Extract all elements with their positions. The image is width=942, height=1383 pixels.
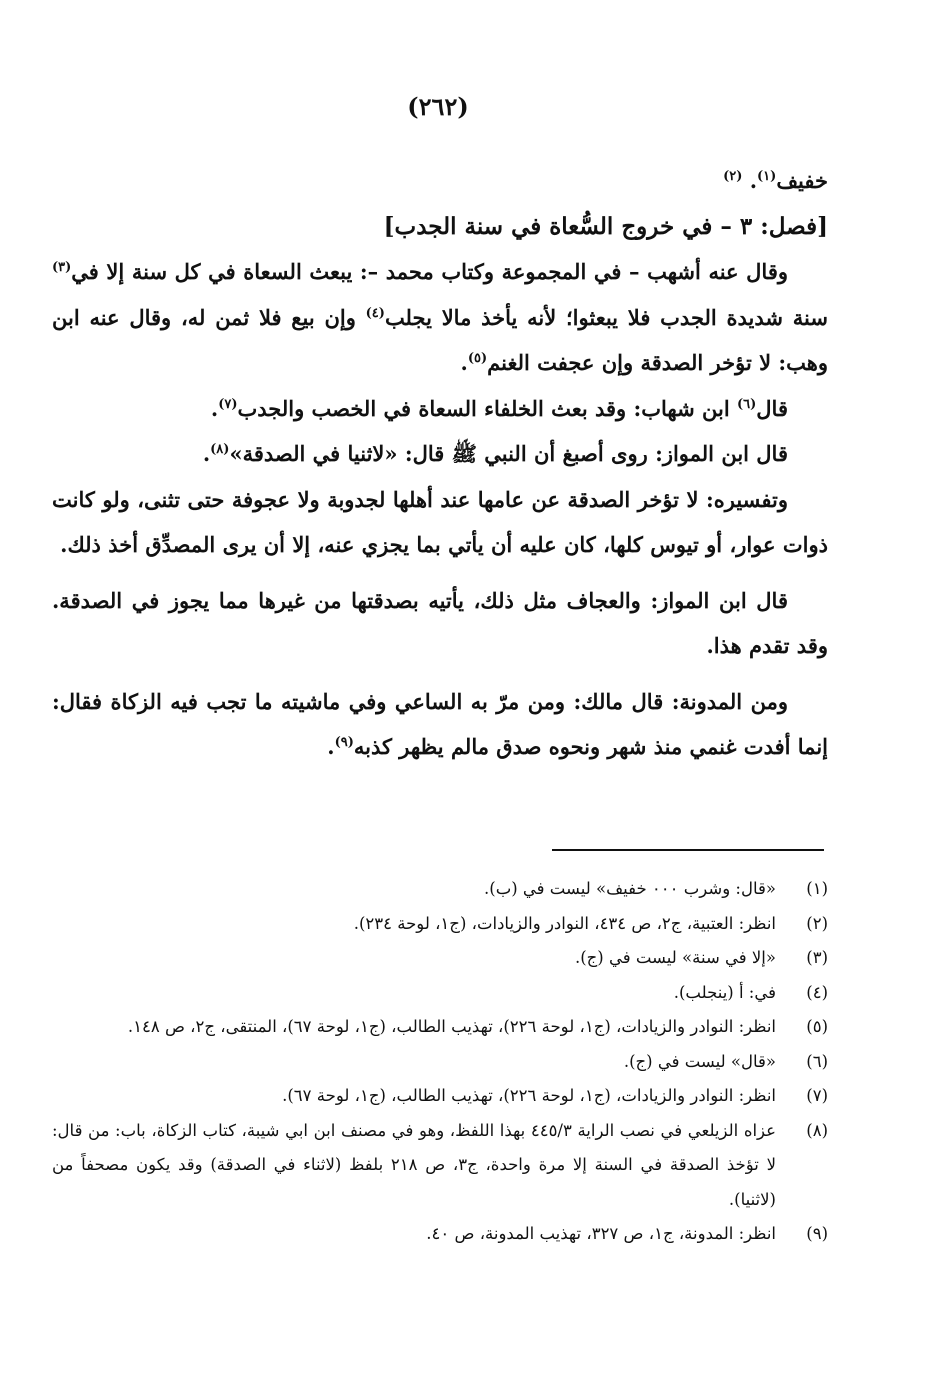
footnote-ref-5[interactable]: (٥) (467, 351, 488, 366)
footnote-text: انظر: العتبية، ج٢، ص ٤٣٤، النوادر والزيادات، (ج١، لوحة ٢٣٤). (353, 913, 776, 933)
footnote-number: (٦) (806, 1051, 828, 1071)
footnote-ref-8[interactable]: (٨) (210, 442, 230, 457)
paragraph-6: ومن المدونة: قال مالك: ومن مرّ به الساعي وفي ماشيته ما تجب فيه الزكاة فقال: إنما أفدت غنمي منذ شهر ونحوه صدق مالم يظهر كذبه$^{(٩)}$. (52, 688, 828, 759)
footnote-8 (52, 1114, 828, 1218)
footnote-3 (52, 941, 828, 976)
page-number: (٢٦٢) (407, 92, 469, 121)
footnote-ref-3[interactable]: (٣) (52, 260, 72, 275)
main-text (52, 158, 828, 770)
footnote-text: «قال» ليست في (ج). (623, 1051, 776, 1071)
footnote-number: (٢) (806, 913, 828, 933)
paragraph-1: وقال عنه أشهب – في المجموعة وكتاب محمد –: يبعث السعاة في كل سنة إلا في$^{(٣)}$ سنة شديدة الجدب فلا يبعثوا؛ لأنه يأخذ مالا يجلب$^{(٤)}$ وإن بيع فلا ثمن له، وقال عنه ابن وهب: لا تؤخر الصدقة وإن عجفت الغنم$^{(٥)}$. (52, 259, 828, 375)
footnote-1 (52, 872, 828, 907)
footnote-2 (52, 907, 828, 942)
footnote-7 (52, 1079, 828, 1114)
footnote-text: «إلا في سنة» ليست في (ج). (574, 948, 776, 967)
footnote-ref-1[interactable]: (١) (757, 169, 777, 184)
footnote-number: (٩) (806, 1224, 828, 1243)
footnote-text: «قال: وشرب ٠٠٠ خفيف» ليست في (ب). (484, 879, 776, 898)
footnote-number: (٤) (806, 982, 828, 1002)
paragraph-5: قال ابن المواز: والعجاف مثل ذلك، يأتيه بصدقتها من غيرها مما يجوز في الصدقة. وقد تقدم هذا. (52, 587, 828, 658)
footnote-5 (52, 1010, 828, 1045)
footnote-ref-2[interactable]: (٢) (723, 169, 743, 184)
footnote-number: (١) (806, 879, 828, 898)
footnote-number: (٧) (806, 1086, 828, 1105)
footnote-divider (552, 849, 824, 851)
footnote-text: انظر: المدونة، ج١، ص ٣٢٧، تهذيب المدونة، ص ٤٠. (426, 1224, 776, 1243)
footnote-ref-6[interactable]: (٦) (737, 396, 757, 412)
section-heading: [فصل: ٣ – في خروج السُّعاة في سنة الجدب] (383, 212, 828, 240)
paragraph-0: خفيف$^{(١)}$. $^{(٢)}$ (723, 168, 828, 193)
footnote-number: (٨) (806, 1120, 828, 1140)
footnote-text: عزاه الزيلعي في نصب الراية ٤٤٥/٣ بهذا اللفظ، وهو في مصنف ابن ابي شيبة، كتاب الزكاة، باب: من قال: لا تؤخذ الصدقة في السنة إلا مرة واحدة، ج٣، ص ٢١٨ بلفظ (لاثناء في الصدقة) وقد يكون مصحفاً من (لاثنيا). (52, 1120, 776, 1209)
footnote-ref-4[interactable]: (٤) (365, 305, 385, 321)
footnote-text: في: أ (ينجلب). (673, 982, 776, 1002)
paragraph-3: قال ابن المواز: روى أصبغ أن النبي ﷺ قال: «لاثنيا في الصدقة»$^{(٨)}$. (202, 441, 788, 466)
footnote-text: انظر: النوادر والزيادات، (ج١، لوحة ٢٢٦)، تهذيب الطالب، (ج١، لوحة ٦٧)، المنتقى، ج٢، ص ١٤٨. (127, 1017, 776, 1036)
paragraph-4: وتفسيره: لا تؤخر الصدقة عن عامها عند أهلها لجدوبة ولا عجوفة حتى تثنى، ولو كانت ذوات عوار، أو تيوس كلها، كان عليه أن يأتي بما يجزي عنه، إلا أن يرى المصدِّق أخذ ذلك. (52, 486, 828, 557)
footnotes (52, 872, 828, 1252)
footnote-6 (52, 1045, 828, 1080)
footnote-text: انظر: النوادر والزيادات، (ج١، لوحة ٢٢٦)، تهذيب الطالب، (ج١، لوحة ٦٧). (282, 1086, 776, 1105)
footnote-ref-9[interactable]: (٩) (334, 735, 354, 750)
footnote-ref-7[interactable]: (٧) (218, 396, 238, 412)
footnote-number: (٥) (806, 1017, 828, 1036)
footnote-4 (52, 976, 828, 1011)
paragraph-2: قال$^{(٦)}$ ابن شهاب: وقد بعث الخلفاء السعاة في الخصب والجدب$^{(٧)}$. (210, 395, 788, 421)
footnote-number: (٣) (806, 948, 828, 967)
footnote-9 (52, 1217, 828, 1252)
